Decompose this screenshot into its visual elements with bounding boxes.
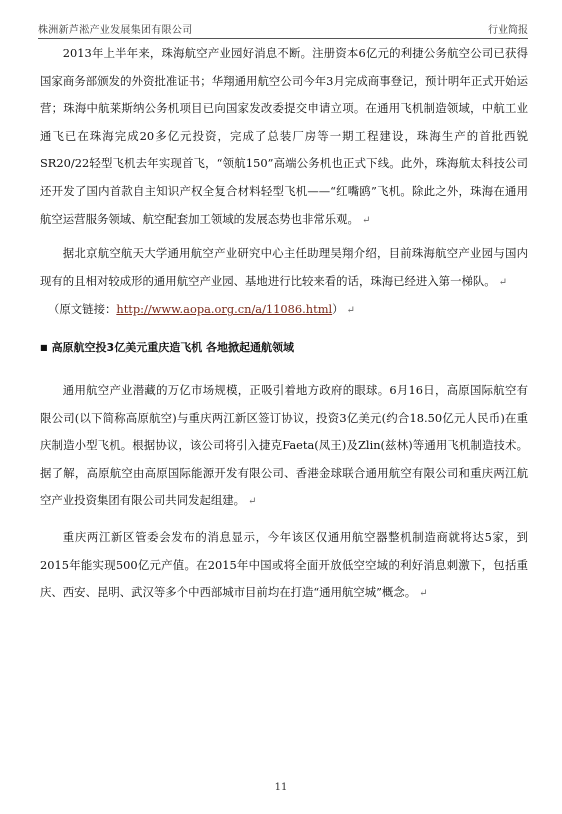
paragraph-zhuhai-ranking [40, 240, 528, 296]
paragraph-gaoyuan-investment [40, 377, 528, 516]
paragraph-mark-icon: ↵ [498, 276, 508, 288]
paragraph-mark-icon: ↵ [248, 496, 257, 508]
source-link[interactable]: http://www.aopa.org.cn/a/11086.html [116, 302, 333, 317]
source-prefix: （原文链接： [48, 302, 117, 317]
paragraph-text: 重庆两江新区管委会发布的消息显示，今年该区仅通用航空器整机制造商就将达5家，到2015年能实现500亿元产值。在2015年中国或将全面开放低空空域的利好消息刺激下，包括重庆、西安、昆明、武汉等多个中西部城市目前均在打造“通用航空城”概念。 [40, 529, 528, 600]
paragraph-mark-icon: ↵ [419, 588, 428, 600]
paragraph-liangjiang-output [40, 524, 528, 608]
article-body [40, 40, 528, 608]
header-report-type: 行业简报 [488, 25, 528, 36]
paragraph-text: 通用航空产业潜藏的万亿市场规模，正吸引着地方政府的眼球。6月16日，高原国际航空有限公司(以下简称高原航空)与重庆两江新区签订协议，投资3亿美元(约合18.50亿元人民币)在重庆制造小型飞机。根据协议，该公司将引入捷克Faeta(凤王)及Zlin(兹林)等通用飞机制造技术。据了解，高原航空由高原国际能源开发有限公司、香港金球联合通用航空有限公司和重庆两江航空产业投资集团有限公司共同发起组建。 [40, 382, 528, 508]
square-bullet-icon: ■ [40, 342, 48, 352]
section-heading [40, 335, 528, 361]
section-heading-text: 高原航空投3亿美元重庆造飞机 各地掀起通航领域 [51, 340, 295, 354]
paragraph-text: 据北京航空航天大学通用航空产业研究中心主任助理吴翔介绍，目前珠海航空产业园与国内现有的且相对较成形的通用航空产业园、基地进行比较来看的话，珠海已经进入第一梯队。 [40, 246, 528, 288]
paragraph-mark-icon: ↵ [346, 305, 355, 317]
paragraph-zhuhai-news [40, 40, 528, 234]
source-line [40, 296, 528, 325]
page-number: 11 [274, 782, 288, 793]
paragraph-mark-icon: ↵ [361, 214, 371, 226]
page-header [38, 20, 528, 39]
header-company-name: 株洲新芦淞产业发展集团有限公司 [38, 25, 193, 36]
paragraph-text: 2013年上半年来，珠海航空产业园好消息不断。注册资本6亿元的利捷公务航空公司已获得国家商务部颁发的外资批准证书；华翔通用航空公司今年3月完成商事登记，预计明年正式开始运营；珠海中航莱斯纳公务机项目已向国家发改委提交申请立项。在通用飞机制造领域，中航工业通飞已在珠海完成20多亿元投资，完成了总装厂房等一期工程建设，珠海生产的首批西锐SR20/22轻型飞机去年实现首飞，“领航150”高端公务机也正式下线。此外，珠海航太科技公司还开发了国内首款自主知识产权全复合材料轻型飞机——“红嘴鸥”飞机。除此之外，珠海在通用航空运营服务领域、航空配套加工领域的发展态势也非常乐观。 [40, 46, 528, 226]
source-suffix: ） [332, 302, 344, 317]
